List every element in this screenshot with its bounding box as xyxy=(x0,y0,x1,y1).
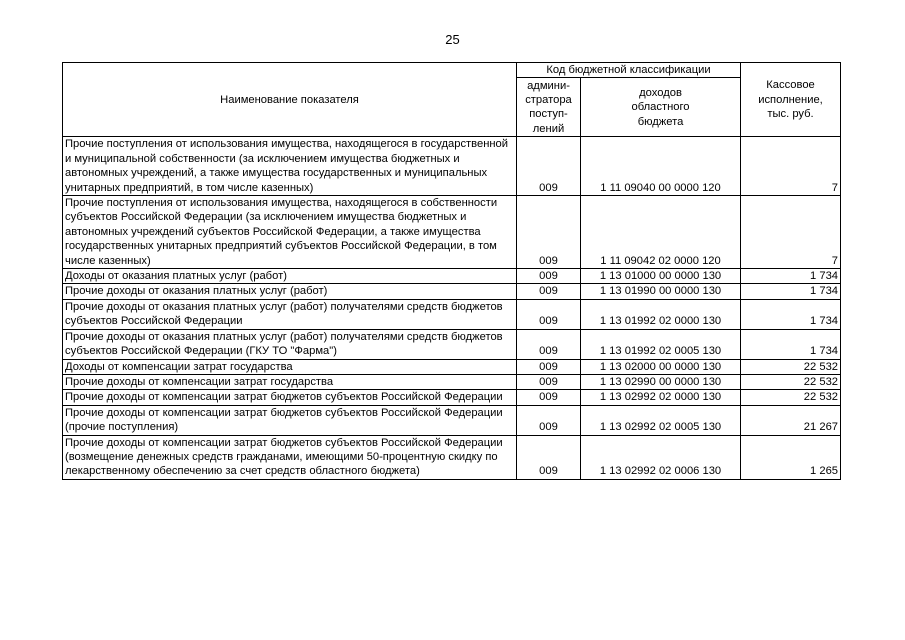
table-row xyxy=(63,137,841,196)
row-amount: 7 xyxy=(741,196,841,269)
header-name: Наименование показателя xyxy=(63,63,517,137)
row-amount: 22 532 xyxy=(741,359,841,374)
header-administrator: админи- стратора поступ- лений xyxy=(517,78,581,137)
table-row xyxy=(63,435,841,479)
row-admin-code: 009 xyxy=(517,390,581,405)
row-amount: 1 734 xyxy=(741,284,841,299)
row-amount: 1 734 xyxy=(741,269,841,284)
table-row xyxy=(63,299,841,329)
row-revenue-code: 1 13 01000 00 0000 130 xyxy=(581,269,741,284)
row-amount: 22 532 xyxy=(741,390,841,405)
table-row xyxy=(63,196,841,269)
table-row xyxy=(63,405,841,435)
row-admin-code: 009 xyxy=(517,374,581,389)
table-body xyxy=(63,137,841,479)
row-name: Прочие доходы от компенсации затрат государства xyxy=(63,374,517,389)
table-row xyxy=(63,269,841,284)
row-name: Прочие поступления от использования имущества, находящегося в собственности субъектов Российской Федерации (за исключением имущества бюджетных и автономных учреждений субъектов Российской Федерации, а также имущества государственных унитарных предприятий субъектов Российской Федерации, в том числе казенных) xyxy=(63,196,517,269)
row-revenue-code: 1 13 01990 00 0000 130 xyxy=(581,284,741,299)
table-row xyxy=(63,284,841,299)
header-cash-execution: Кассовое исполнение, тыс. руб. xyxy=(741,63,841,137)
row-admin-code: 009 xyxy=(517,329,581,359)
row-admin-code: 009 xyxy=(517,284,581,299)
row-name: Доходы от оказания платных услуг (работ) xyxy=(63,269,517,284)
row-admin-code: 009 xyxy=(517,196,581,269)
header-budget-classification-code: Код бюджетной классификации xyxy=(517,63,741,78)
row-admin-code: 009 xyxy=(517,299,581,329)
row-amount: 7 xyxy=(741,137,841,196)
table-row xyxy=(63,390,841,405)
row-revenue-code: 1 13 02000 00 0000 130 xyxy=(581,359,741,374)
row-admin-code: 009 xyxy=(517,435,581,479)
row-amount: 21 267 xyxy=(741,405,841,435)
row-revenue-code: 1 13 01992 02 0000 130 xyxy=(581,299,741,329)
row-name: Прочие доходы от компенсации затрат бюджетов субъектов Российской Федерации (возмещение денежных средств гражданами, имеющими 50-процентную скидку по лекарственному обеспечению за счет средств областного бюджета) xyxy=(63,435,517,479)
table-row xyxy=(63,329,841,359)
row-admin-code: 009 xyxy=(517,405,581,435)
row-name: Прочие поступления от использования имущества, находящегося в государственной и муниципальной собственности (за исключением имущества бюджетных и автономных учреждений, а также имущества государственных и муниципальных унитарных предприятий, в том числе казенных) xyxy=(63,137,517,196)
row-name: Доходы от компенсации затрат государства xyxy=(63,359,517,374)
row-name: Прочие доходы от компенсации затрат бюджетов субъектов Российской Федерации (прочие поступления) xyxy=(63,405,517,435)
header-revenue: доходов областного бюджета xyxy=(581,78,741,137)
row-revenue-code: 1 13 01992 02 0005 130 xyxy=(581,329,741,359)
row-amount: 1 734 xyxy=(741,299,841,329)
row-amount: 22 532 xyxy=(741,374,841,389)
table-row xyxy=(63,359,841,374)
revenue-table xyxy=(62,62,841,480)
row-revenue-code: 1 13 02992 02 0000 130 xyxy=(581,390,741,405)
page-number: 25 xyxy=(445,32,460,47)
table-row xyxy=(63,374,841,389)
row-name: Прочие доходы от компенсации затрат бюджетов субъектов Российской Федерации xyxy=(63,390,517,405)
row-revenue-code: 1 11 09042 02 0000 120 xyxy=(581,196,741,269)
row-revenue-code: 1 13 02992 02 0005 130 xyxy=(581,405,741,435)
table-header xyxy=(63,63,841,137)
row-amount: 1 734 xyxy=(741,329,841,359)
row-admin-code: 009 xyxy=(517,359,581,374)
row-name: Прочие доходы от оказания платных услуг (работ) получателями средств бюджетов субъектов Российской Федерации (ГКУ ТО "Фарма") xyxy=(63,329,517,359)
row-name: Прочие доходы от оказания платных услуг (работ) получателями средств бюджетов субъектов Российской Федерации xyxy=(63,299,517,329)
row-revenue-code: 1 11 09040 00 0000 120 xyxy=(581,137,741,196)
row-amount: 1 265 xyxy=(741,435,841,479)
row-admin-code: 009 xyxy=(517,137,581,196)
row-admin-code: 009 xyxy=(517,269,581,284)
row-name: Прочие доходы от оказания платных услуг (работ) xyxy=(63,284,517,299)
row-revenue-code: 1 13 02992 02 0006 130 xyxy=(581,435,741,479)
row-revenue-code: 1 13 02990 00 0000 130 xyxy=(581,374,741,389)
